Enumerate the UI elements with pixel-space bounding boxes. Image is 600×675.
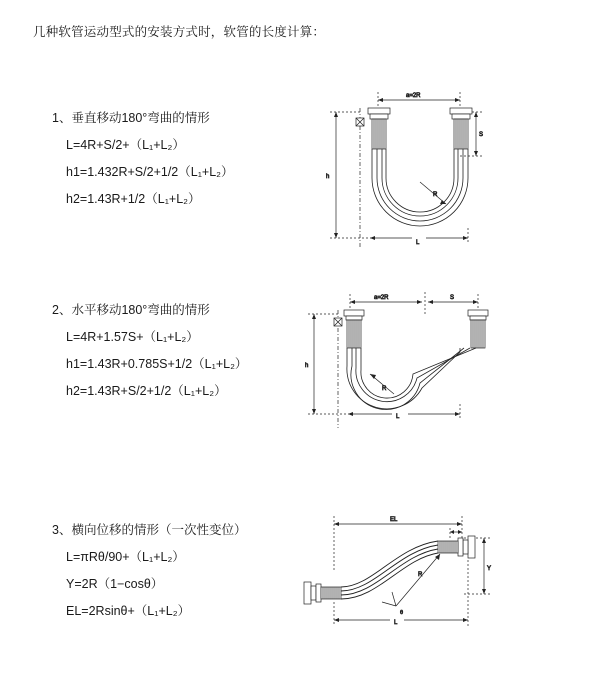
svg-text:L: L xyxy=(394,620,398,626)
vertical-180-bend-diagram xyxy=(300,78,490,268)
page-title: 几种软管运动型式的安装方式时，软管的长度计算： xyxy=(33,25,326,39)
section-2-formula-3: h2=1.43R+S/2+1/2（L₁+L₂） xyxy=(66,384,227,398)
section-1-formula-1: L=4R+S/2+（L₁+L₂） xyxy=(66,138,185,152)
svg-text:S: S xyxy=(479,132,484,138)
svg-text:h: h xyxy=(326,174,330,180)
svg-text:a=2R: a=2R xyxy=(374,295,389,301)
section-2-formula-2: h1=1.43R+0.785S+1/2（L₁+L₂） xyxy=(66,357,248,371)
svg-text:Y: Y xyxy=(487,566,492,572)
horizontal-180-bend-diagram xyxy=(300,282,500,452)
section-1-text xyxy=(52,108,302,216)
section-1-formula-3: h2=1.43R+1/2（L₁+L₂） xyxy=(66,192,201,206)
svg-text:h: h xyxy=(305,363,309,369)
section-3-formula-1: L=πRθ/90+（L₁+L₂） xyxy=(66,550,185,564)
section-1-heading: 1、垂直移动180°弯曲的情形 xyxy=(52,111,210,125)
svg-text:R: R xyxy=(433,192,438,198)
svg-text:a=2R: a=2R xyxy=(406,93,421,99)
svg-text:EL: EL xyxy=(390,517,398,523)
svg-text:R: R xyxy=(418,572,423,578)
section-2-text xyxy=(52,300,302,408)
svg-text:L: L xyxy=(416,240,420,246)
section-2-heading: 2、水平移动180°弯曲的情形 xyxy=(52,303,210,317)
section-2-formula-1: L=4R+1.57S+（L₁+L₂） xyxy=(66,330,199,344)
svg-text:L: L xyxy=(396,414,400,420)
section-3-text xyxy=(52,520,302,628)
svg-text:R: R xyxy=(382,386,387,392)
section-3-heading: 3、横向位移的情形（一次性变位） xyxy=(52,523,247,537)
section-1-formula-2: h1=1.432R+S/2+1/2（L₁+L₂） xyxy=(66,165,234,179)
lateral-offset-diagram xyxy=(292,502,502,642)
svg-text:θ: θ xyxy=(400,610,404,616)
svg-text:S: S xyxy=(450,295,455,301)
section-3-formula-3: EL=2Rsinθ+（L₁+L₂） xyxy=(66,604,191,618)
section-3-formula-2: Y=2R（1−cosθ） xyxy=(66,577,164,591)
